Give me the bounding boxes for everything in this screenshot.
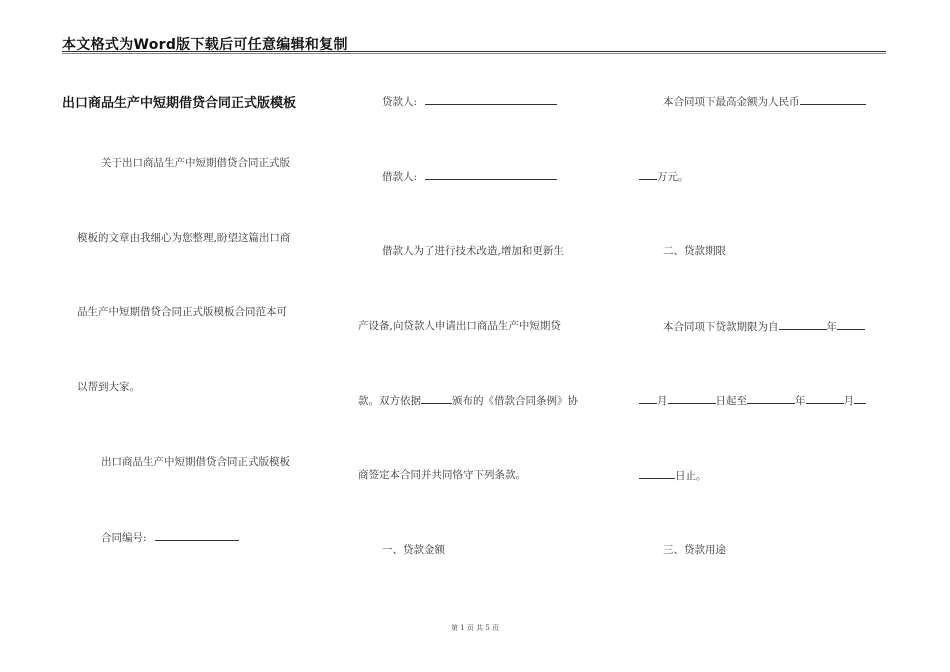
section-heading-purpose: 三、贷款用途 (663, 544, 726, 556)
section-heading-amount: 一、贷款金额 (382, 544, 445, 556)
month-label: 月 (657, 395, 668, 407)
intro-line-2: 模板的文章由我细心为您整理,盼望这篇出口商 (77, 232, 291, 244)
end-year-label: 年 (795, 395, 806, 407)
contract-number-row (101, 529, 239, 545)
borrower-label: 借款人: (382, 171, 418, 183)
lender-blank (425, 93, 557, 105)
issuer-blank (421, 392, 452, 404)
term-row (663, 318, 865, 334)
start-day-blank (668, 392, 716, 404)
term-end-row (639, 467, 707, 483)
day-end-label: 日止。 (675, 470, 707, 482)
lender-row (382, 93, 557, 109)
body-line-1: 借款人为了进行技术改造,增加和更新生 (382, 245, 564, 257)
amount-cont-blank (639, 168, 657, 180)
amount-unit: 万元。 (657, 171, 689, 183)
lender-label: 贷款人: (382, 96, 418, 108)
contract-subtitle: 出口商品生产中短期借贷合同正式版模板 (101, 456, 290, 468)
start-year-blank (779, 318, 827, 330)
amount-blank (800, 93, 866, 105)
body-line-3-start: 款。双方依据 (358, 395, 421, 407)
borrower-blank (425, 168, 557, 180)
year-label: 年 (826, 321, 837, 333)
intro-line-3: 品生产中短期借贷合同正式版模板合同范本可 (77, 306, 287, 318)
header-divider (62, 51, 886, 52)
end-month-blank (806, 392, 844, 404)
start-month-blank (837, 318, 865, 330)
borrower-row (382, 168, 557, 184)
start-month-cont-blank (639, 392, 657, 404)
amount-unit-row (639, 168, 689, 184)
body-line-4: 商签定本合同并共同恪守下列条款。 (358, 469, 526, 481)
amount-text: 本合同项下最高金额为人民币 (663, 96, 800, 108)
document-title: 出口商品生产中短期借贷合同正式版模板 (62, 96, 297, 111)
contract-number-label: 合同编号: (101, 532, 147, 544)
body-line-3-end: 颁布的《借款合同条例》协 (452, 395, 578, 407)
section-heading-term: 二、贷款期限 (663, 245, 726, 257)
page-number: 第 1 页 共 5 页 (450, 624, 500, 632)
body-line-2: 产设备,向贷款人申请出口商品生产中短期贷 (358, 320, 561, 332)
end-month-label: 月 (843, 395, 854, 407)
end-year-blank (747, 392, 795, 404)
term-dates-row (639, 392, 866, 408)
amount-row (663, 93, 866, 109)
header-divider-thin (62, 53, 886, 54)
body-line-3 (358, 392, 578, 408)
contract-number-blank (155, 529, 239, 541)
term-text: 本合同项下贷款期限为自 (663, 321, 779, 333)
intro-line-1: 关于出口商品生产中短期借贷合同正式版 (101, 157, 290, 169)
day-from-label: 日起至 (715, 395, 747, 407)
header-title: 本文格式为Word版下载后可任意编辑和复制 (62, 37, 348, 53)
end-day-blank-start (854, 392, 866, 404)
end-day-blank (639, 467, 675, 479)
intro-line-4: 以帮到大家。 (77, 381, 140, 393)
